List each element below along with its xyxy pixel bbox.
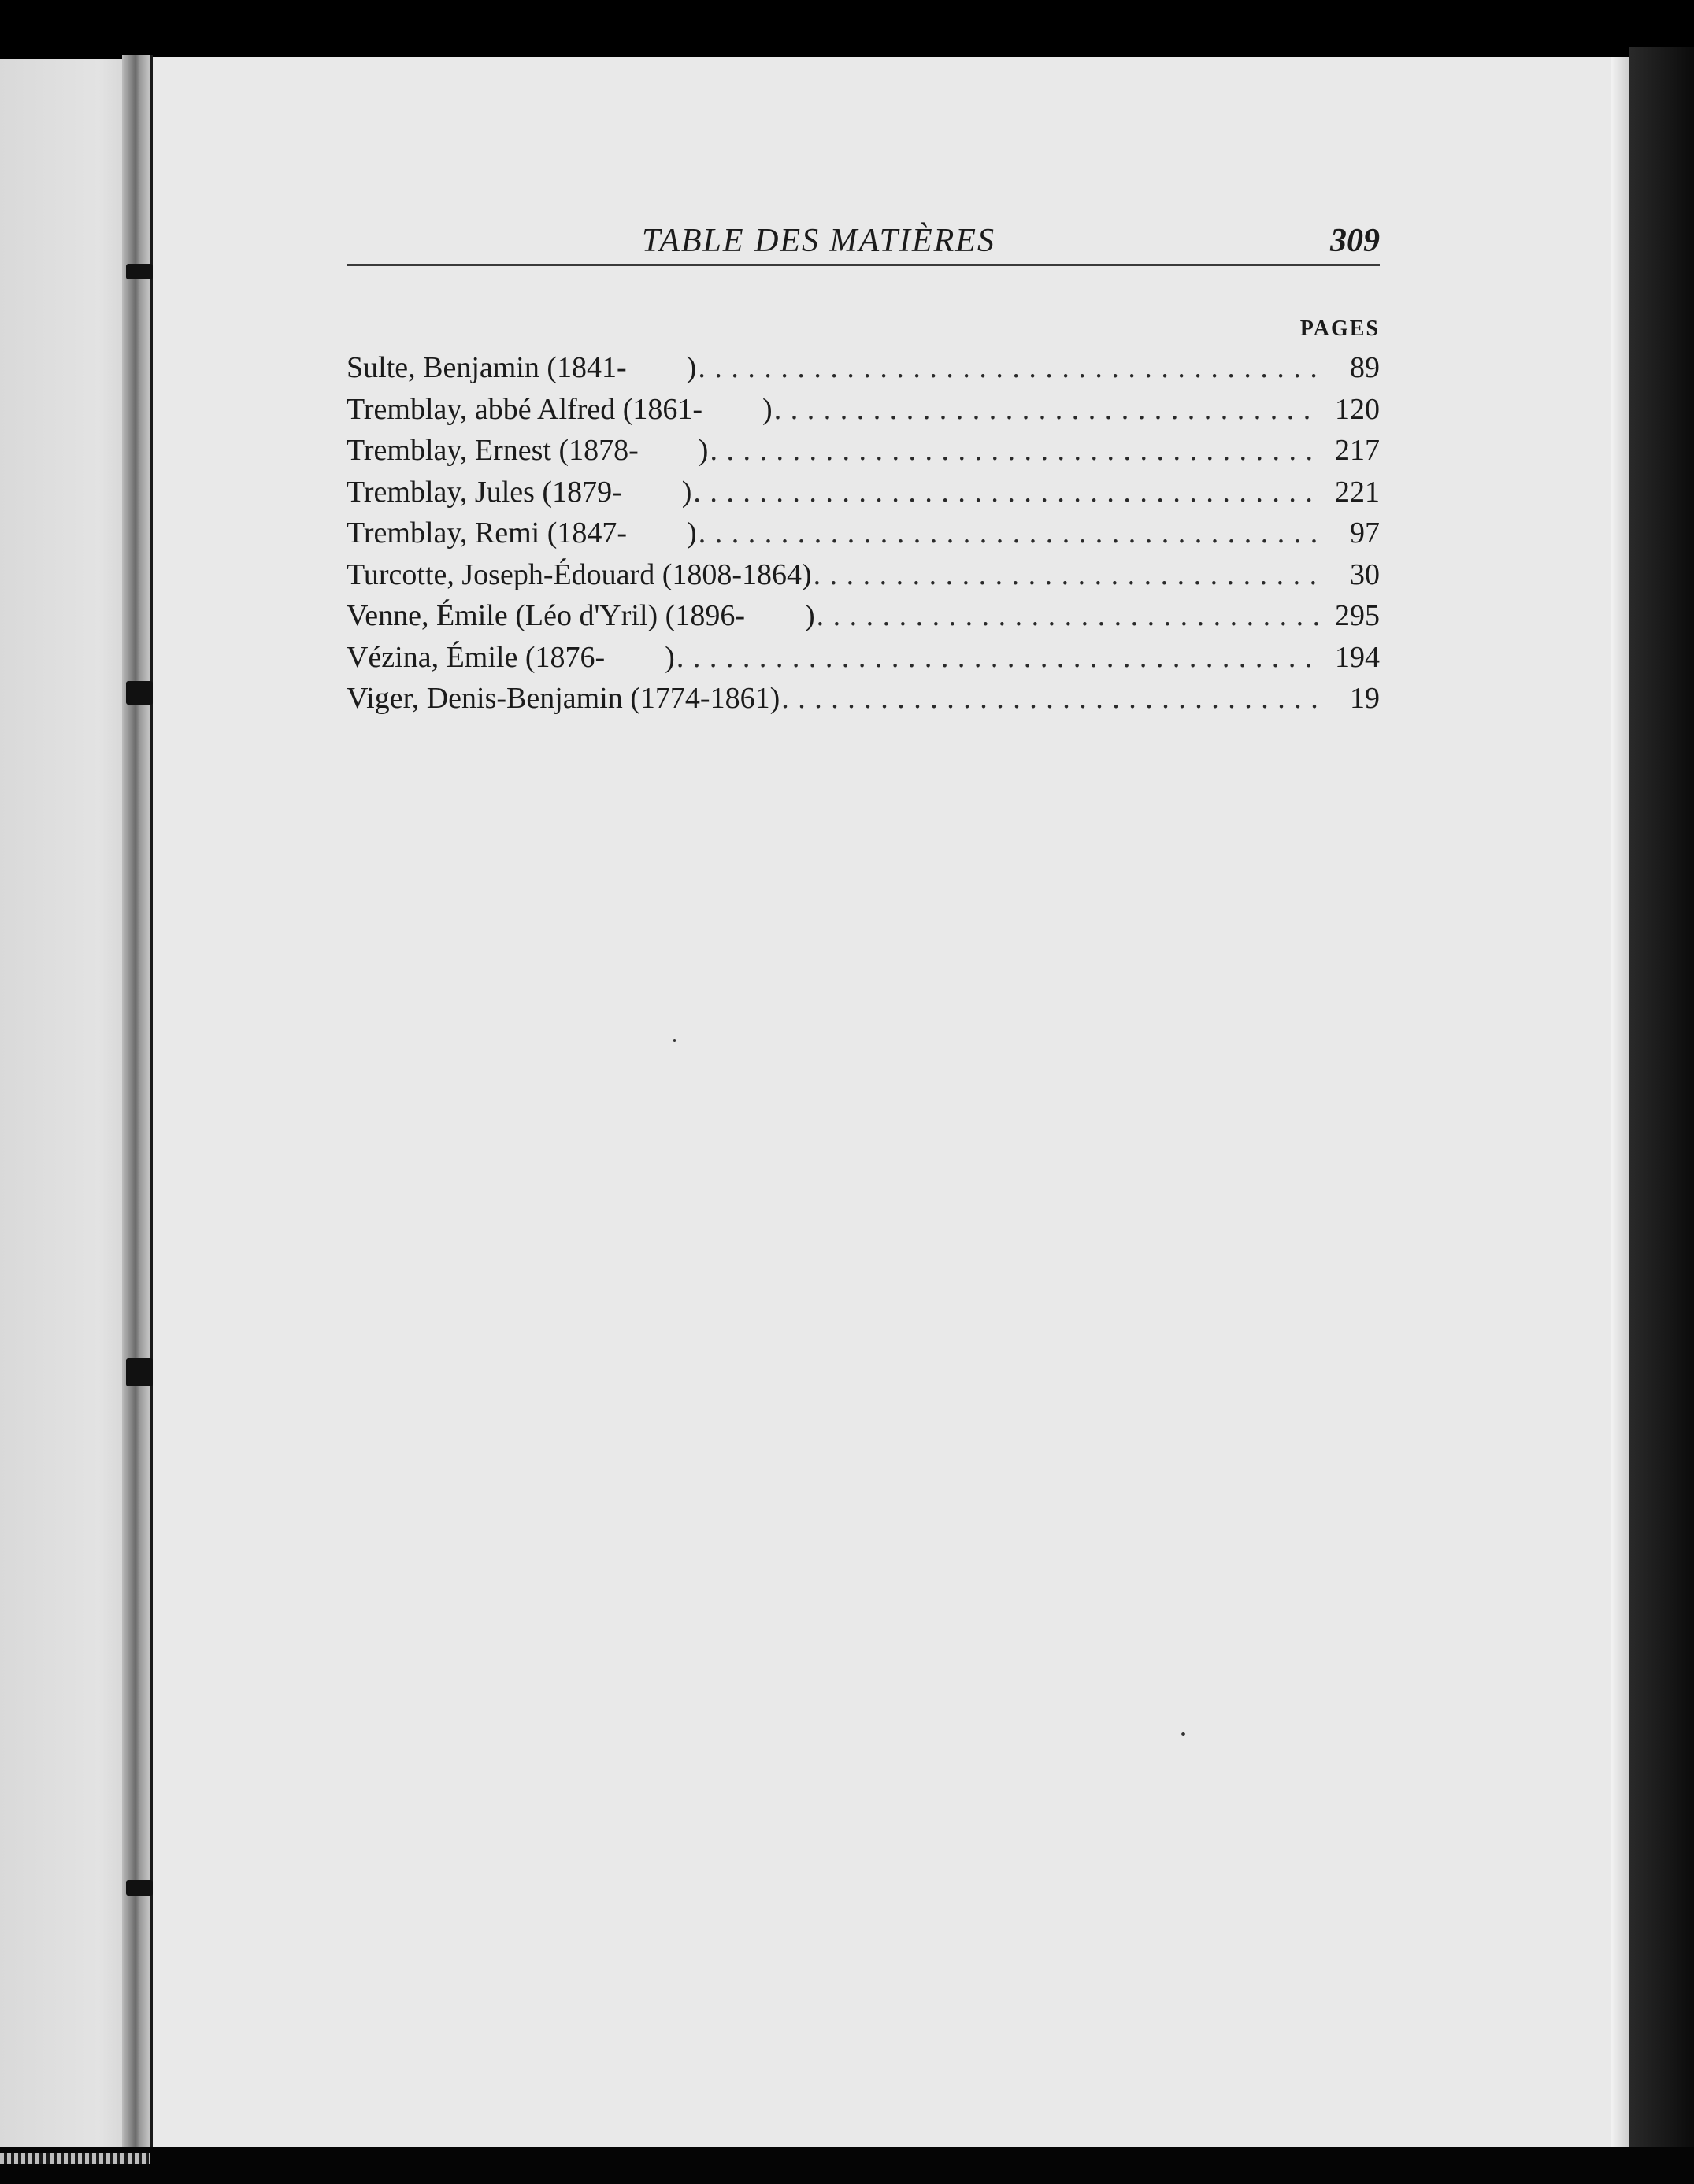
toc-entry bbox=[347, 557, 1380, 599]
toc-entry bbox=[347, 640, 1380, 682]
running-header bbox=[347, 220, 1380, 268]
dot-leader bbox=[699, 516, 1320, 550]
dot-leader bbox=[710, 433, 1320, 468]
dot-leader bbox=[817, 598, 1320, 633]
binding-mark bbox=[126, 264, 153, 279]
toc-entry-page: 295 bbox=[1335, 599, 1380, 632]
toc-entry-name: Sulte, Benjamin (1841- ) bbox=[347, 351, 697, 384]
toc-entry-page: 30 bbox=[1350, 557, 1380, 591]
dot-leader bbox=[693, 475, 1320, 509]
scan-margin-bottom bbox=[0, 2147, 1694, 2184]
facing-page-edge bbox=[0, 59, 142, 2153]
toc-entry-name: Viger, Denis-Benjamin (1774-1861) bbox=[347, 682, 780, 715]
toc-entry-page: 89 bbox=[1350, 351, 1380, 384]
pages-column-label: PAGES bbox=[1299, 316, 1380, 341]
toc-entry bbox=[347, 681, 1380, 723]
toc-entry-name: Tremblay, abbé Alfred (1861- ) bbox=[347, 392, 773, 426]
toc-entry bbox=[347, 516, 1380, 557]
toc-entry-name: Tremblay, Ernest (1878- ) bbox=[347, 434, 709, 467]
toc-entry-page: 120 bbox=[1335, 392, 1380, 426]
dot-leader bbox=[814, 557, 1320, 592]
toc-entry-page: 221 bbox=[1335, 475, 1380, 509]
page-stack-edge bbox=[0, 2153, 150, 2164]
dot-leader bbox=[774, 392, 1320, 427]
toc-entry bbox=[347, 475, 1380, 516]
toc-entry-name: Tremblay, Remi (1847- ) bbox=[347, 516, 697, 550]
toc-entry-name: Tremblay, Jules (1879- ) bbox=[347, 475, 692, 509]
toc-entry-name: Vézina, Émile (1876- ) bbox=[347, 640, 675, 674]
toc-entry-page: 19 bbox=[1350, 682, 1380, 715]
running-title: TABLE DES MATIÈRES bbox=[642, 223, 995, 259]
toc-entry-name: Turcotte, Joseph-Édouard (1808-1864) bbox=[347, 557, 812, 591]
toc-entry-page: 97 bbox=[1350, 516, 1380, 550]
toc-entry bbox=[347, 350, 1380, 392]
dot-leader bbox=[698, 350, 1320, 385]
toc-entry bbox=[347, 392, 1380, 434]
dot-leader bbox=[781, 681, 1320, 716]
toc-entry bbox=[347, 598, 1380, 640]
book-spine bbox=[122, 55, 152, 2149]
binding-mark bbox=[126, 1880, 153, 1896]
table-of-contents bbox=[347, 350, 1380, 723]
header-rule bbox=[347, 264, 1380, 266]
scan-margin-right bbox=[1629, 47, 1694, 2157]
dot-leader bbox=[676, 640, 1320, 675]
toc-entry bbox=[347, 433, 1380, 475]
page-edge bbox=[1611, 57, 1629, 2147]
toc-entry-page: 217 bbox=[1335, 434, 1380, 467]
toc-entry-name: Venne, Émile (Léo d'Yril) (1896- ) bbox=[347, 599, 815, 632]
page-number: 309 bbox=[1330, 223, 1380, 259]
binding-mark bbox=[126, 681, 153, 705]
paper-speck bbox=[673, 1039, 676, 1042]
paper-speck bbox=[1181, 1732, 1185, 1736]
toc-entry-page: 194 bbox=[1335, 640, 1380, 674]
binding-mark bbox=[126, 1358, 153, 1386]
